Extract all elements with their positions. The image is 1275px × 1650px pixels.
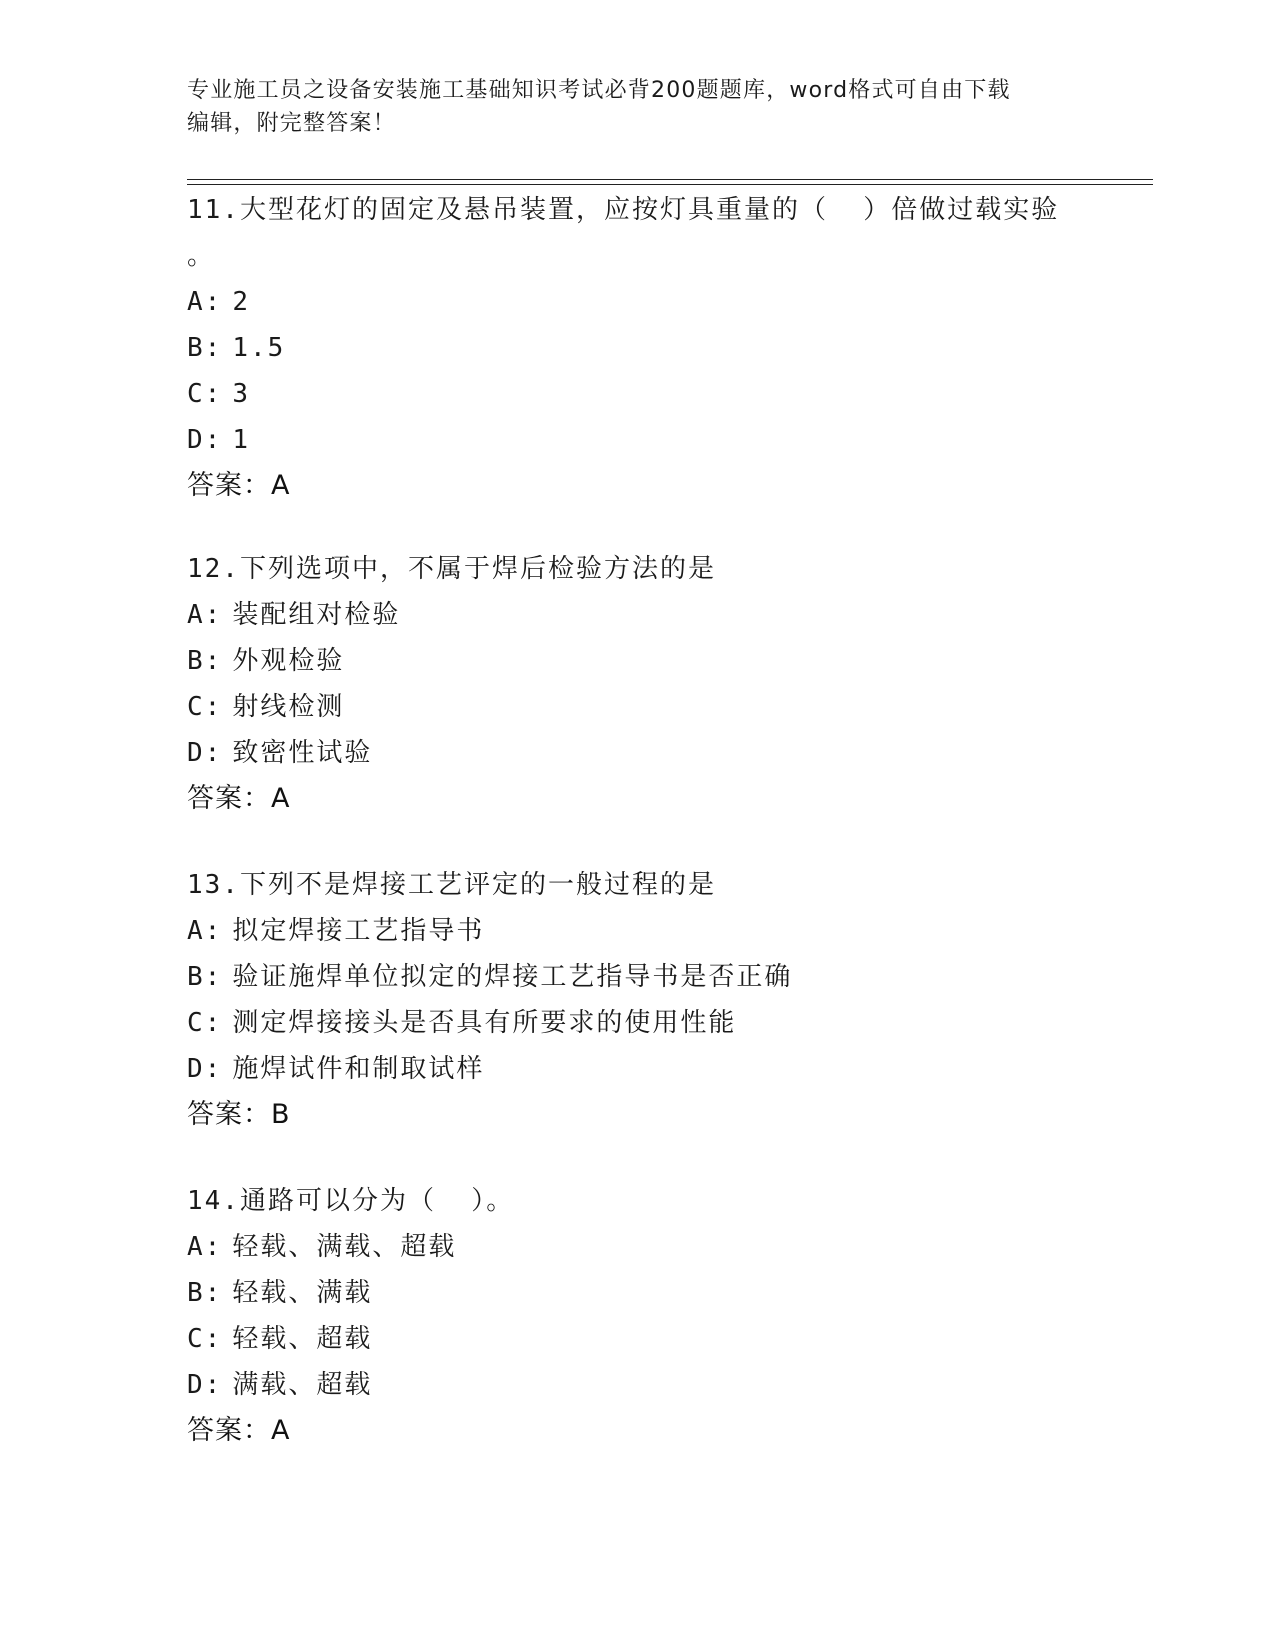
option-b: B: 外观检验 [187,646,345,676]
option-list [187,908,1107,1092]
question-14 [187,1178,1107,1454]
answer-value: A [271,783,291,814]
answer-value: A [271,1415,291,1446]
option-d: D: 满载、超载 [187,1370,373,1400]
answer-line [187,1408,1107,1454]
option-list [187,592,1107,776]
option-c: C: 轻载、超载 [187,1324,373,1354]
header-line-2: 编辑，附完整答案！ [187,111,396,136]
option-text: 轻载、满载 [232,1278,373,1308]
question-stem: 14.通路可以分为（ ）。 [187,1186,515,1216]
option-text: 轻载、超载 [232,1324,373,1354]
answer-label: 答案： [187,470,271,501]
option-text: 致密性试验 [232,738,373,768]
option-text: 拟定焊接工艺指导书 [232,916,485,946]
option-text: 1 [232,425,250,455]
option-d: D: 致密性试验 [187,738,373,768]
option-text: 2 [232,287,250,317]
option-a: A: 2 [187,287,250,317]
option-text: 射线检测 [232,692,345,722]
option-c: C: 3 [187,379,250,409]
option-text: 轻载、满载、超载 [232,1232,457,1262]
option-text: 1.5 [232,333,286,363]
option-a: A: 轻载、满载、超载 [187,1232,457,1262]
option-b: B: 1.5 [187,333,286,363]
option-text: 验证施焊单位拟定的焊接工艺指导书是否正确 [232,962,793,992]
question-12 [187,546,1107,822]
option-text: 施焊试件和制取试样 [232,1054,485,1084]
answer-label: 答案： [187,1415,271,1446]
answer-label: 答案： [187,783,271,814]
option-c: C: 测定焊接接头是否具有所要求的使用性能 [187,1008,737,1038]
option-b: B: 轻载、满载 [187,1278,373,1308]
option-b: B: 验证施焊单位拟定的焊接工艺指导书是否正确 [187,962,793,992]
option-text: 外观检验 [232,646,345,676]
option-text: 3 [232,379,250,409]
question-stem-continuation: 。 [187,241,216,271]
question-13 [187,862,1107,1138]
question-stem: 13.下列不是焊接工艺评定的一般过程的是 [187,870,716,900]
question-stem: 12.下列选项中，不属于焊后检验方法的是 [187,554,716,584]
option-text: 装配组对检验 [232,600,401,630]
answer-value: B [271,1099,291,1130]
question-11 [187,187,1107,509]
header-divider-bottom [187,184,1153,185]
option-list [187,1224,1107,1408]
answer-line [187,776,1107,822]
answer-line [187,463,1107,509]
option-a: A: 拟定焊接工艺指导书 [187,916,485,946]
answer-label: 答案： [187,1099,271,1130]
document-header [187,74,1067,140]
header-divider-top [187,179,1153,180]
answer-value: A [271,470,291,501]
option-d: D: 1 [187,425,250,455]
option-text: 满载、超载 [232,1370,373,1400]
header-line-1: 专业施工员之设备安装施工基础知识考试必背200题题库，word格式可自由下载 [187,78,1011,103]
option-c: C: 射线检测 [187,692,345,722]
option-d: D: 施焊试件和制取试样 [187,1054,485,1084]
option-list [187,279,1107,463]
option-text: 测定焊接接头是否具有所要求的使用性能 [232,1008,737,1038]
question-stem: 11.大型花灯的固定及悬吊装置，应按灯具重量的（ ）倍做过载实验 。 [187,195,1060,271]
answer-line [187,1092,1107,1138]
option-a: A: 装配组对检验 [187,600,401,630]
